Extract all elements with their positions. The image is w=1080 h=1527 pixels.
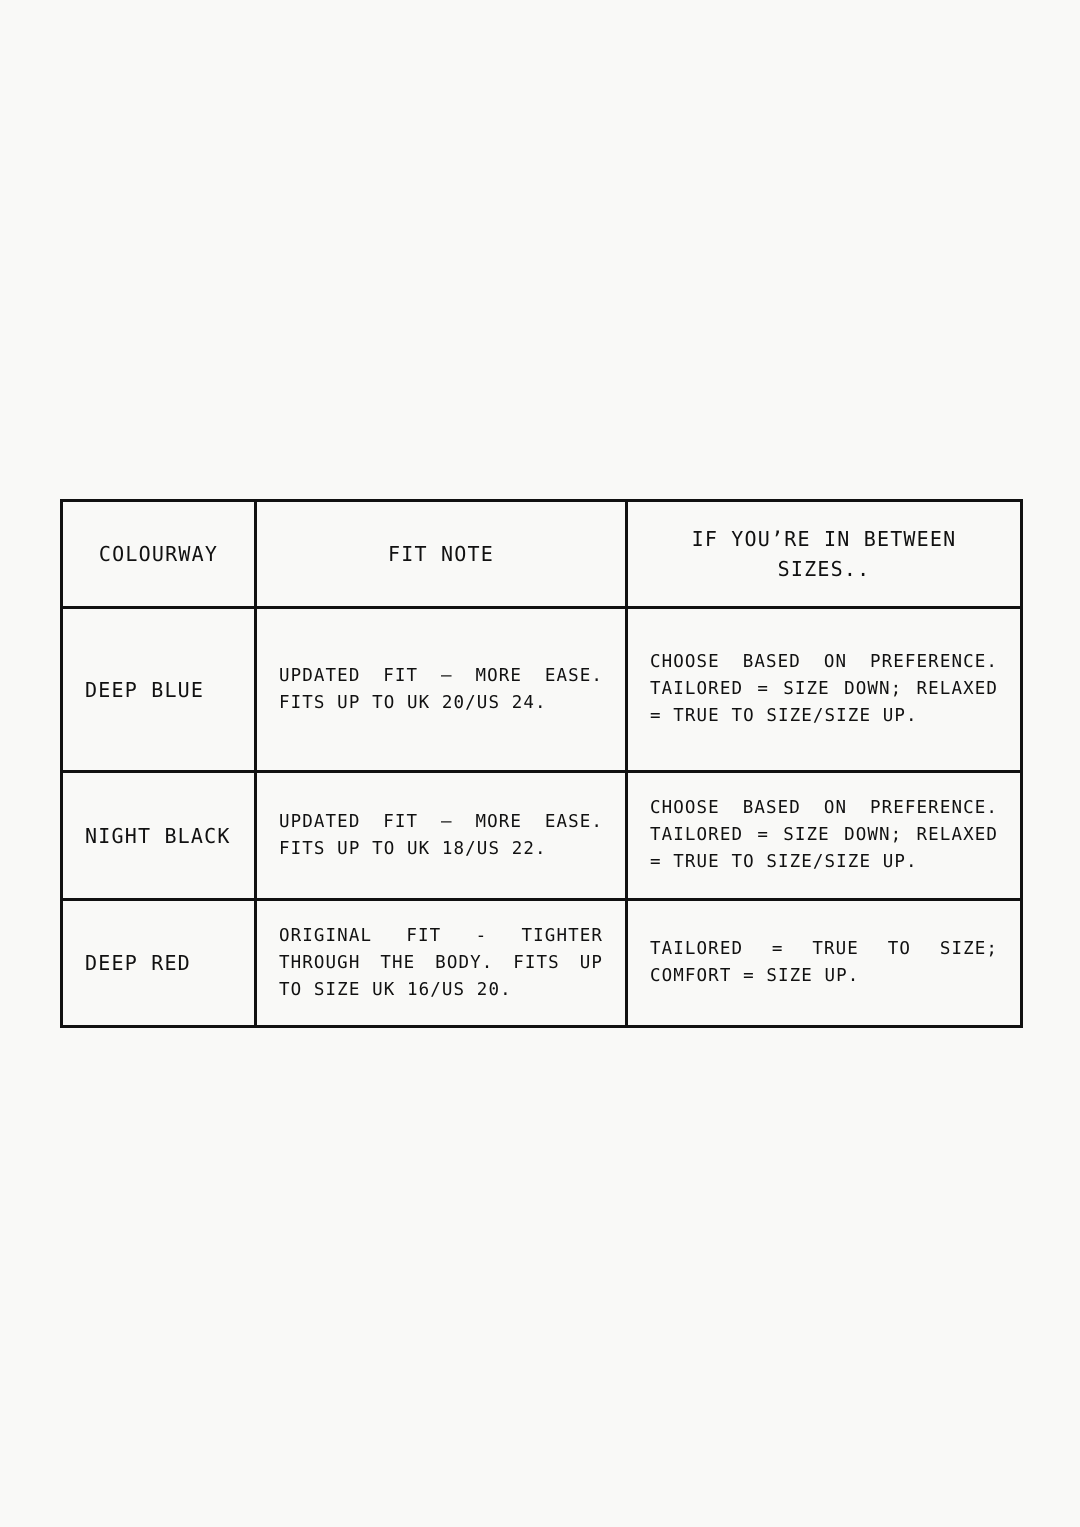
colourway-cell: DEEP BLUE [62,608,256,772]
table-row [62,608,1022,772]
between-sizes-cell: CHOOSE BASED ON PREFERENCE. TAILORED = SIZE DOWN; RELAXED = TRUE TO SIZE/SIZE UP. [627,608,1022,772]
between-sizes-cell: TAILORED = TRUE TO SIZE; COMFORT = SIZE UP. [627,900,1022,1027]
fit-note-cell: ORIGINAL FIT - TIGHTER THROUGH THE BODY. FITS UP TO SIZE UK 16/US 20. [256,900,627,1027]
colourway-cell: DEEP RED [62,900,256,1027]
fit-note-cell: UPDATED FIT – MORE EASE. FITS UP TO UK 20/US 24. [256,608,627,772]
fit-note-cell: UPDATED FIT – MORE EASE. FITS UP TO UK 18/US 22. [256,772,627,900]
table-row [62,900,1022,1027]
header-colourway: COLOURWAY [62,501,256,608]
size-guide-table [60,499,1023,1028]
header-between-sizes: IF YOU’RE IN BETWEEN SIZES.. [627,501,1022,608]
header-fit-note: FIT NOTE [256,501,627,608]
between-sizes-cell: CHOOSE BASED ON PREFERENCE. TAILORED = SIZE DOWN; RELAXED = TRUE TO SIZE/SIZE UP. [627,772,1022,900]
colourway-cell: NIGHT BLACK [62,772,256,900]
table-header-row [62,501,1022,608]
table-row [62,772,1022,900]
